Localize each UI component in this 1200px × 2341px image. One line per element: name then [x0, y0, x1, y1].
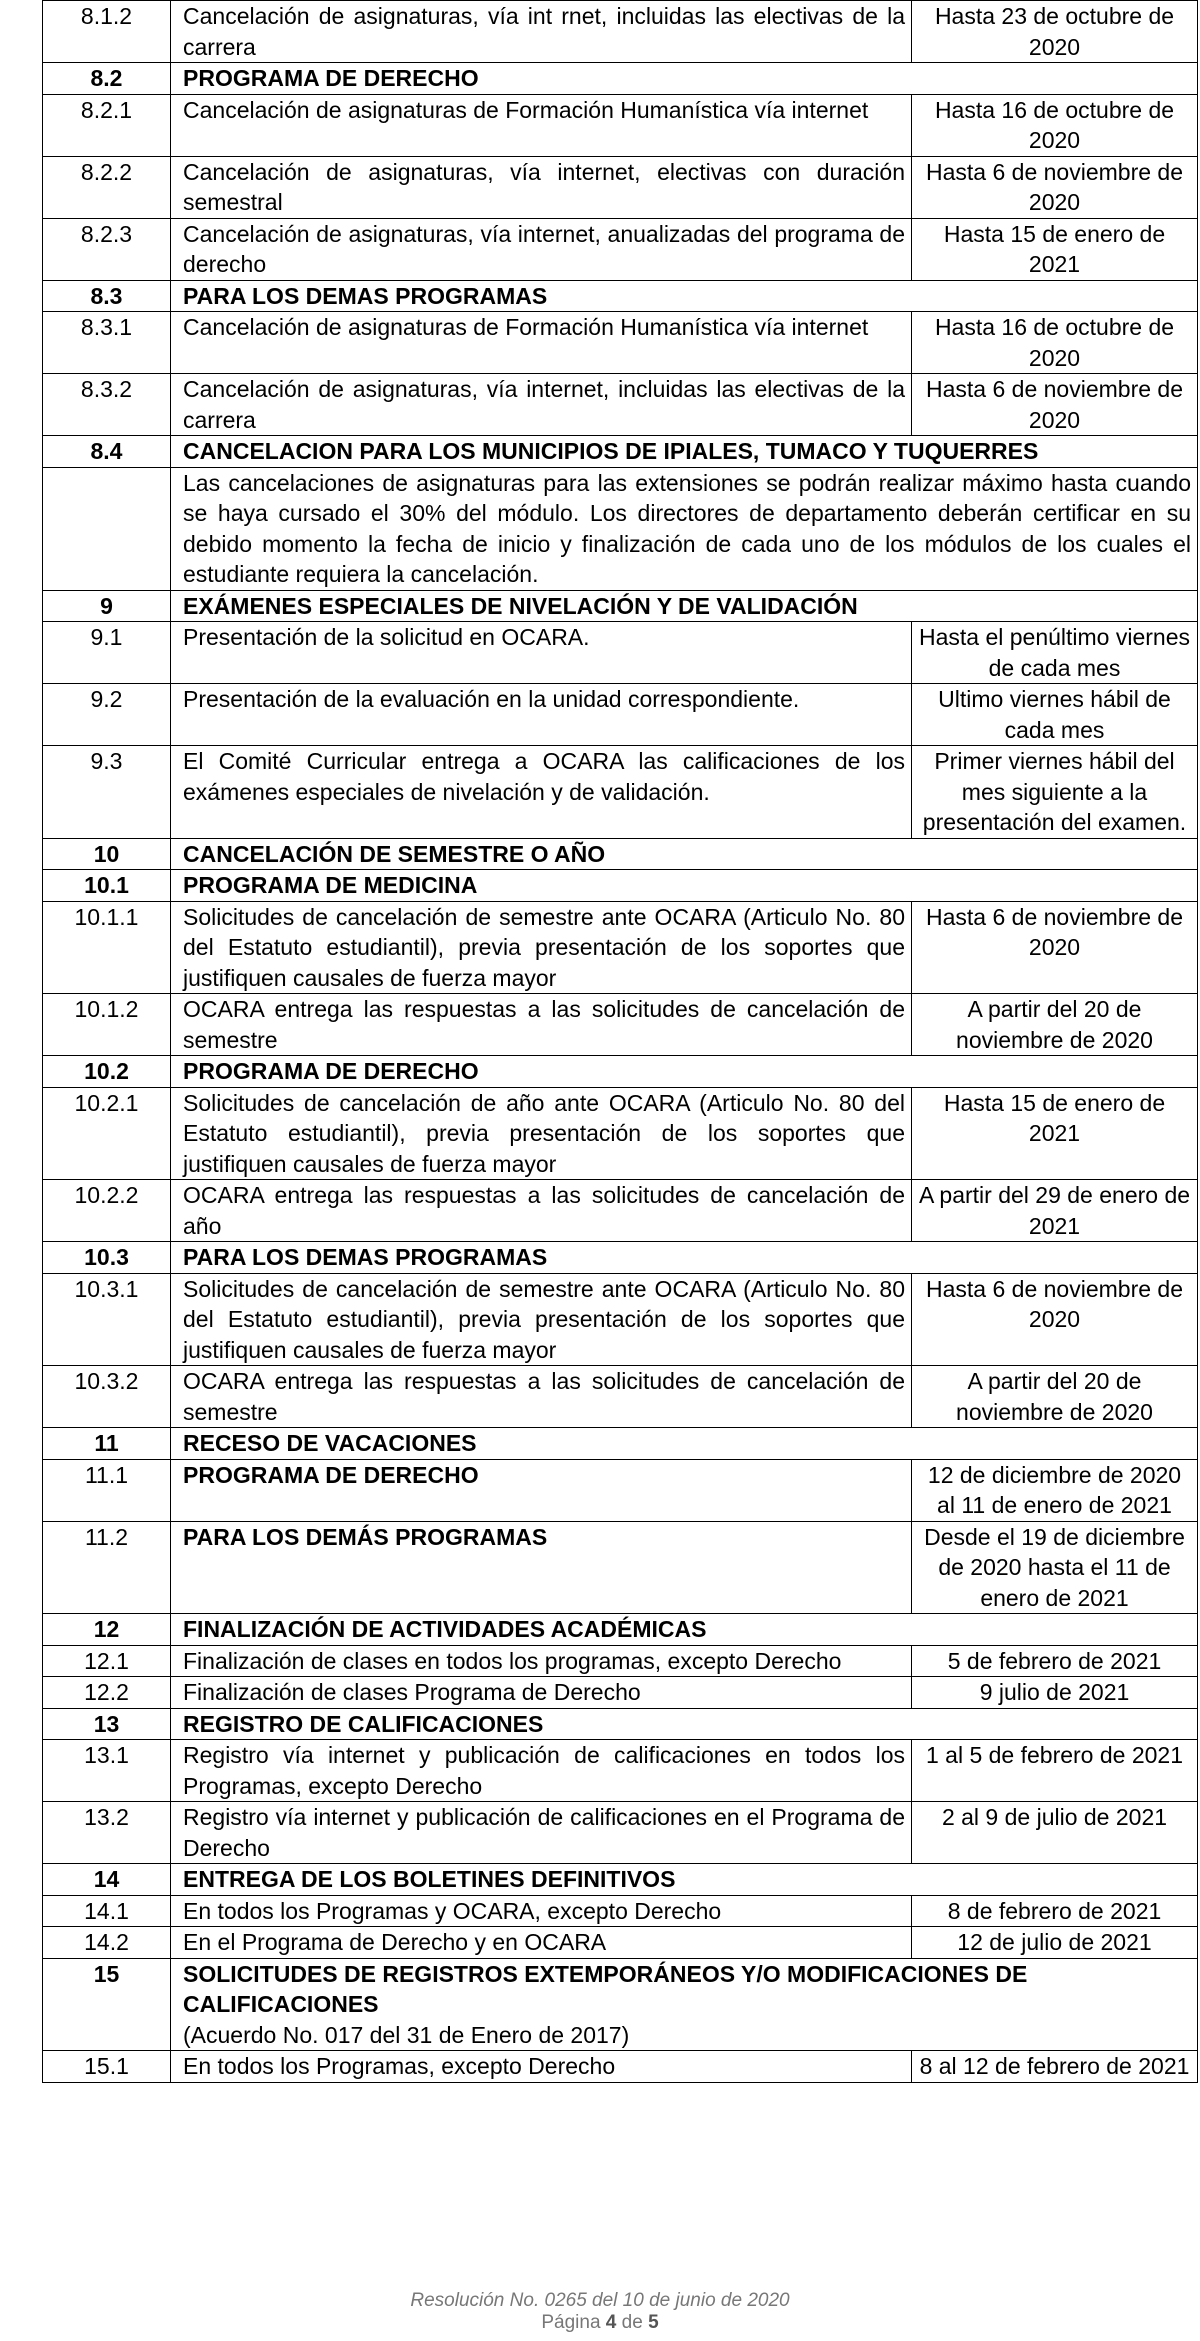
item-number: 10.2.1	[43, 1087, 171, 1180]
item-number: 11	[43, 1428, 171, 1460]
item-number: 10.1	[43, 870, 171, 902]
footer-page-current: 4	[605, 2312, 617, 2333]
item-description	[171, 1645, 912, 1677]
item-description	[171, 622, 912, 684]
description-text: Finalización de clases en todos los programas, excepto Derecho	[183, 1647, 842, 1674]
section-header-row	[43, 590, 1198, 622]
item-number: 13	[43, 1708, 171, 1740]
description-text: Registro vía internet y publicación de calificaciones en todos los Programas, excepto Derecho	[183, 1742, 905, 1799]
description-text: CANCELACIÓN DE SEMESTRE O AÑO	[183, 840, 606, 867]
item-number: 14.2	[43, 1927, 171, 1959]
table-row	[43, 746, 1198, 839]
table-row	[43, 1, 1198, 63]
item-number: 10.3.2	[43, 1366, 171, 1428]
item-number: 14.1	[43, 1895, 171, 1927]
table-row	[43, 622, 1198, 684]
table-row	[43, 684, 1198, 746]
item-description	[171, 1895, 912, 1927]
section-header-row	[43, 1614, 1198, 1646]
item-number: 13.1	[43, 1740, 171, 1802]
section-header-row	[43, 1708, 1198, 1740]
description-text: El Comité Curricular entrega a OCARA las calificaciones de los exámenes especiales de nivelación y de validación.	[183, 748, 905, 805]
item-number: 8.3	[43, 280, 171, 312]
description-text: Cancelación de asignaturas de Formación Humanística vía internet	[183, 96, 869, 123]
item-date: 5 de febrero de 2021	[912, 1645, 1198, 1677]
item-number: 11.2	[43, 1521, 171, 1614]
table-row	[43, 1645, 1198, 1677]
page-footer	[0, 2290, 1200, 2334]
section-title	[171, 590, 1198, 622]
item-date: Desde el 19 de diciembre de 2020 hasta el 11 de enero de 2021	[912, 1521, 1198, 1614]
item-number: 13.2	[43, 1802, 171, 1864]
footer-resolution-date: del 10 de junio de 2020	[592, 2290, 790, 2311]
table-row	[43, 374, 1198, 436]
item-number: 9	[43, 590, 171, 622]
footer-resolution	[0, 2290, 1200, 2312]
section-note: (Acuerdo No. 017 del 31 de Enero de 2017)	[183, 2021, 630, 2048]
description-text: FINALIZACIÓN DE ACTIVIDADES ACADÉMICAS	[183, 1616, 707, 1642]
item-date: Hasta 15 de enero de 2021	[912, 1087, 1198, 1180]
table-row	[43, 1366, 1198, 1428]
description-text: ENTREGA DE LOS BOLETINES DEFINITIVOS	[183, 1866, 676, 1892]
table-row	[43, 156, 1198, 218]
item-number: 8.2.1	[43, 94, 171, 156]
section-title	[171, 838, 1198, 870]
item-date: 2 al 9 de julio de 2021	[912, 1802, 1198, 1864]
item-description	[171, 1740, 912, 1802]
item-date: Hasta el penúltimo viernes de cada mes	[912, 622, 1198, 684]
section-header-row	[43, 1056, 1198, 1088]
description-text: PROGRAMA DE DERECHO	[183, 65, 479, 91]
table-row	[43, 94, 1198, 156]
item-date: Hasta 6 de noviembre de 2020	[912, 156, 1198, 218]
section-title	[171, 436, 1198, 468]
item-date: Primer viernes hábil del mes siguiente a la presentación del examen.	[912, 746, 1198, 839]
calendar-table	[42, 0, 1198, 2083]
description-text: PARA LOS DEMÁS PROGRAMAS	[183, 1523, 548, 1550]
item-description	[171, 1, 912, 63]
item-date: Ultimo viernes hábil de cada mes	[912, 684, 1198, 746]
footer-resolution-number: Resolución No. 0265	[410, 2290, 587, 2311]
item-description	[171, 1927, 912, 1959]
table-row	[43, 901, 1198, 994]
description-text: Cancelación de asignaturas, vía int rnet, incluidas las electivas de la carrera	[183, 3, 905, 60]
description-text: En todos los Programas y OCARA, excepto Derecho	[183, 1897, 722, 1924]
section-title	[171, 63, 1198, 95]
table-row	[43, 1740, 1198, 1802]
description-text: Cancelación de asignaturas, vía internet, incluidas las electivas de la carrera	[183, 376, 905, 433]
item-number: 14	[43, 1864, 171, 1896]
item-number: 10	[43, 838, 171, 870]
section-header-row	[43, 63, 1198, 95]
item-date: Hasta 15 de enero de 2021	[912, 218, 1198, 280]
description-text: Solicitudes de cancelación de semestre ante OCARA (Articulo No. 80 del Estatuto estudiantil), previa presentación de los soportes que justifiquen causales de fuerza mayor	[183, 903, 905, 991]
description-text: PROGRAMA DE MEDICINA	[183, 872, 478, 898]
table-row	[43, 1180, 1198, 1242]
table-row	[43, 312, 1198, 374]
item-description	[171, 1180, 912, 1242]
table-row	[43, 1802, 1198, 1864]
section-header-row	[43, 838, 1198, 870]
item-date: Hasta 6 de noviembre de 2020	[912, 1273, 1198, 1366]
section-title	[171, 1864, 1198, 1896]
table-row	[43, 1895, 1198, 1927]
description-text: En el Programa de Derecho y en OCARA	[183, 1929, 607, 1955]
description-text: Cancelación de asignaturas, vía internet, anualizadas del programa de derecho	[183, 220, 905, 277]
item-description	[171, 1366, 912, 1428]
table-row	[43, 994, 1198, 1056]
item-number: 12	[43, 1614, 171, 1646]
item-number	[43, 467, 171, 590]
description-text: REGISTRO DE CALIFICACIONES	[183, 1710, 544, 1737]
item-date: Hasta 6 de noviembre de 2020	[912, 901, 1198, 994]
table-row	[43, 1273, 1198, 1366]
item-number: 15.1	[43, 2051, 171, 2083]
description-text: Presentación de la solicitud en OCARA.	[183, 624, 590, 650]
section-header-row	[43, 1428, 1198, 1460]
table-row	[43, 1521, 1198, 1614]
description-text: OCARA entrega las respuestas a las solicitudes de cancelación de semestre	[183, 996, 905, 1053]
section-header-row	[43, 870, 1198, 902]
item-date: A partir del 20 de noviembre de 2020	[912, 1366, 1198, 1428]
item-number: 10.2	[43, 1056, 171, 1088]
item-date: 8 de febrero de 2021	[912, 1895, 1198, 1927]
item-number: 15	[43, 1958, 171, 2051]
description-text: PROGRAMA DE DERECHO	[183, 1058, 479, 1084]
item-number: 10.3	[43, 1242, 171, 1274]
section-title	[171, 280, 1198, 312]
section-header-row	[43, 1958, 1198, 2051]
item-number: 11.1	[43, 1459, 171, 1521]
item-description	[171, 684, 912, 746]
section-title	[171, 1614, 1198, 1646]
item-date: Hasta 23 de octubre de 2020	[912, 1, 1198, 63]
item-description	[171, 994, 912, 1056]
item-description	[171, 2051, 912, 2083]
item-number: 10.1.1	[43, 901, 171, 994]
table-row	[43, 218, 1198, 280]
item-description	[171, 1273, 912, 1366]
item-description	[171, 746, 912, 839]
item-description	[171, 1521, 912, 1614]
item-number: 8.1.2	[43, 1, 171, 63]
section-title	[171, 1958, 1198, 2051]
item-date: A partir del 29 de enero de 2021	[912, 1180, 1198, 1242]
item-description	[171, 156, 912, 218]
item-date: Hasta 16 de octubre de 2020	[912, 312, 1198, 374]
section-title	[171, 1242, 1198, 1274]
description-text: SOLICITUDES DE REGISTROS EXTEMPORÁNEOS Y/O MODIFICACIONES DE CALIFICACIONES	[183, 1960, 1028, 2017]
item-date: Hasta 6 de noviembre de 2020	[912, 374, 1198, 436]
description-text: OCARA entrega las respuestas a las solicitudes de cancelación de año	[183, 1182, 905, 1239]
item-description	[171, 94, 912, 156]
description-text: CANCELACION PARA LOS MUNICIPIOS DE IPIALES, TUMACO Y TUQUERRES	[183, 438, 1039, 464]
footer-page-number	[0, 2312, 1200, 2334]
table-row	[43, 467, 1198, 590]
description-text: Solicitudes de cancelación de semestre ante OCARA (Articulo No. 80 del Estatuto estudiantil), previa presentación de los soportes que justifiquen causales de fuerza mayor	[183, 1275, 905, 1363]
item-description	[171, 218, 912, 280]
table-row	[43, 1459, 1198, 1521]
item-number: 10.2.2	[43, 1180, 171, 1242]
item-date: Hasta 16 de octubre de 2020	[912, 94, 1198, 156]
description-text: Cancelación de asignaturas, vía internet, electivas con duración semestral	[183, 158, 905, 215]
table-row	[43, 1677, 1198, 1709]
description-text: Las cancelaciones de asignaturas para las extensiones se podrán realizar máximo hasta cuando se haya cursado el 30% del módulo. Los directores de departamento deberán certificar en su debido momento la fecha de inicio y finalización de cada uno de los módulos de los cuales el estudiante requiera la cancelación.	[183, 469, 1191, 587]
item-description	[171, 901, 912, 994]
item-number: 8.3.1	[43, 312, 171, 374]
item-description	[171, 467, 1198, 590]
section-header-row	[43, 280, 1198, 312]
section-title	[171, 1056, 1198, 1088]
description-text: En todos los Programas, excepto Derecho	[183, 2053, 616, 2079]
description-text: Registro vía internet y publicación de calificaciones en el Programa de Derecho	[183, 1804, 905, 1861]
section-title	[171, 870, 1198, 902]
item-date: 12 de diciembre de 2020 al 11 de enero de 2021	[912, 1459, 1198, 1521]
item-number: 8.4	[43, 436, 171, 468]
item-date: A partir del 20 de noviembre de 2020	[912, 994, 1198, 1056]
item-number: 9.1	[43, 622, 171, 684]
item-description	[171, 374, 912, 436]
item-number: 12.2	[43, 1677, 171, 1709]
item-number: 8.2.3	[43, 218, 171, 280]
item-description	[171, 1802, 912, 1864]
table-row	[43, 2051, 1198, 2083]
item-date: 9 julio de 2021	[912, 1677, 1198, 1709]
item-description	[171, 1459, 912, 1521]
description-text: Presentación de la evaluación en la unidad correspondiente.	[183, 686, 800, 712]
footer-page-label: Página	[541, 2312, 601, 2333]
footer-page-total: 5	[648, 2312, 659, 2333]
description-text: PROGRAMA DE DERECHO	[183, 1461, 479, 1488]
section-header-row	[43, 1242, 1198, 1274]
section-title	[171, 1708, 1198, 1740]
calendar-table-body	[43, 1, 1198, 2083]
item-number: 10.3.1	[43, 1273, 171, 1366]
table-row	[43, 1087, 1198, 1180]
section-header-row	[43, 1864, 1198, 1896]
description-text: EXÁMENES ESPECIALES DE NIVELACIÓN Y DE VALIDACIÓN	[183, 592, 858, 619]
item-description	[171, 1677, 912, 1709]
item-description	[171, 1087, 912, 1180]
item-number: 9.2	[43, 684, 171, 746]
footer-page-of: de	[621, 2312, 643, 2333]
item-date: 12 de julio de 2021	[912, 1927, 1198, 1959]
item-number: 10.1.2	[43, 994, 171, 1056]
description-text: PARA LOS DEMAS PROGRAMAS	[183, 1244, 548, 1270]
item-number: 8.2.2	[43, 156, 171, 218]
item-date: 8 al 12 de febrero de 2021	[912, 2051, 1198, 2083]
description-text: RECESO DE VACACIONES	[183, 1430, 477, 1456]
description-text: OCARA entrega las respuestas a las solicitudes de cancelación de semestre	[183, 1368, 905, 1425]
item-number: 8.2	[43, 63, 171, 95]
item-date: 1 al 5 de febrero de 2021	[912, 1740, 1198, 1802]
item-description	[171, 312, 912, 374]
description-text: Finalización de clases Programa de Derecho	[183, 1679, 641, 1705]
item-number: 8.3.2	[43, 374, 171, 436]
item-number: 9.3	[43, 746, 171, 839]
table-row	[43, 1927, 1198, 1959]
section-header-row	[43, 436, 1198, 468]
section-title	[171, 1428, 1198, 1460]
description-text: PARA LOS DEMAS PROGRAMAS	[183, 282, 548, 309]
description-text: Solicitudes de cancelación de año ante OCARA (Articulo No. 80 del Estatuto estudiantil), previa presentación de los soportes que justifiquen causales de fuerza mayor	[183, 1089, 905, 1177]
item-number: 12.1	[43, 1645, 171, 1677]
description-text: Cancelación de asignaturas de Formación Humanística vía internet	[183, 314, 869, 340]
